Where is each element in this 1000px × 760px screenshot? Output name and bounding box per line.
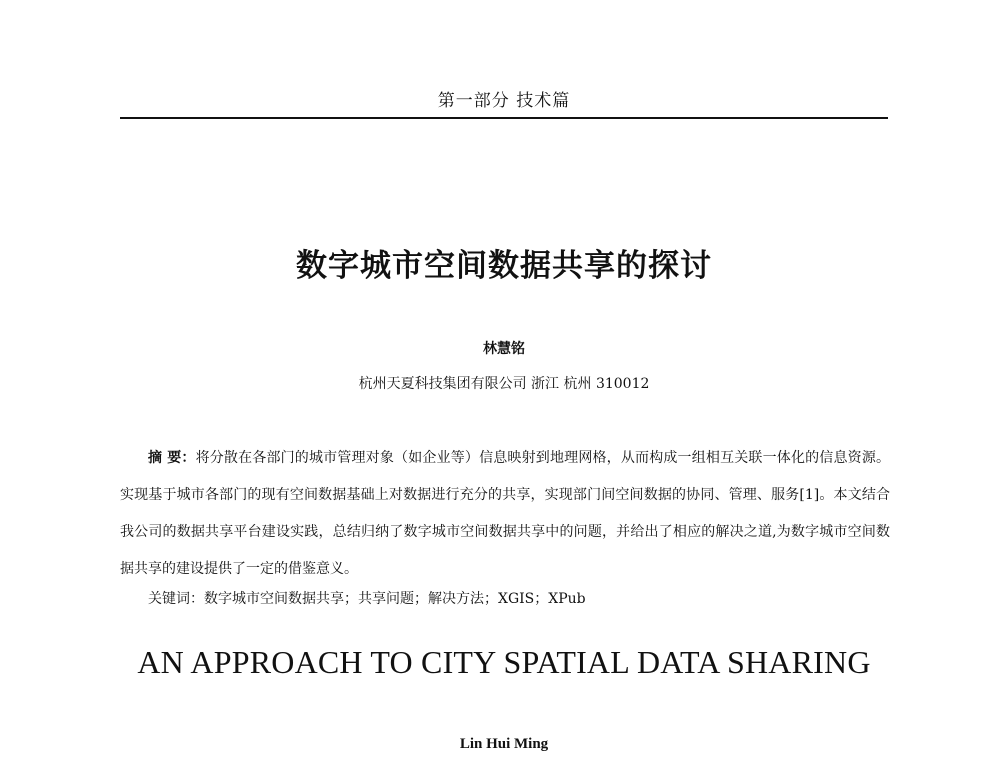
author-en: Lin Hui Ming xyxy=(459,736,549,752)
paper-title-zh: 数字城市空间数据共享的探讨 xyxy=(296,248,712,284)
author-zh: 林慧铭 xyxy=(483,341,525,357)
header-rule xyxy=(120,117,888,119)
running-header: 第一部分 技术篇 xyxy=(437,91,571,111)
paper-title-en: AN APPROACH TO CITY SPATIAL DATA SHARING xyxy=(137,644,871,680)
keywords-line xyxy=(148,588,890,608)
affiliation-zh: 杭州天夏科技集团有限公司 浙江 杭州 310012 xyxy=(358,376,650,392)
abstract-label: 摘 要： xyxy=(148,450,196,466)
abstract-paragraph xyxy=(120,440,890,588)
keywords-label: 关键词： xyxy=(148,591,204,607)
abstract-text: 将分散在各部门的城市管理对象（如企业等）信息映射到地理网格，从而构成一组相互关联一体化的信息资源。实现基于城市各部门的现有空间数据基础上对数据进行充分的共享，实现部门间空间数据的协同、管理、服务[1]。本文结合我公司的数据共享平台建设实践，总结归纳了数字城市空间数据共享中的问题，并给出了相应的解决之道,为数字城市空间数据共享的建设提供了一定的借鉴意义。 xyxy=(120,450,890,577)
keywords-text: 数字城市空间数据共享；共享问题；解决方法；XGIS；XPub xyxy=(204,591,586,607)
